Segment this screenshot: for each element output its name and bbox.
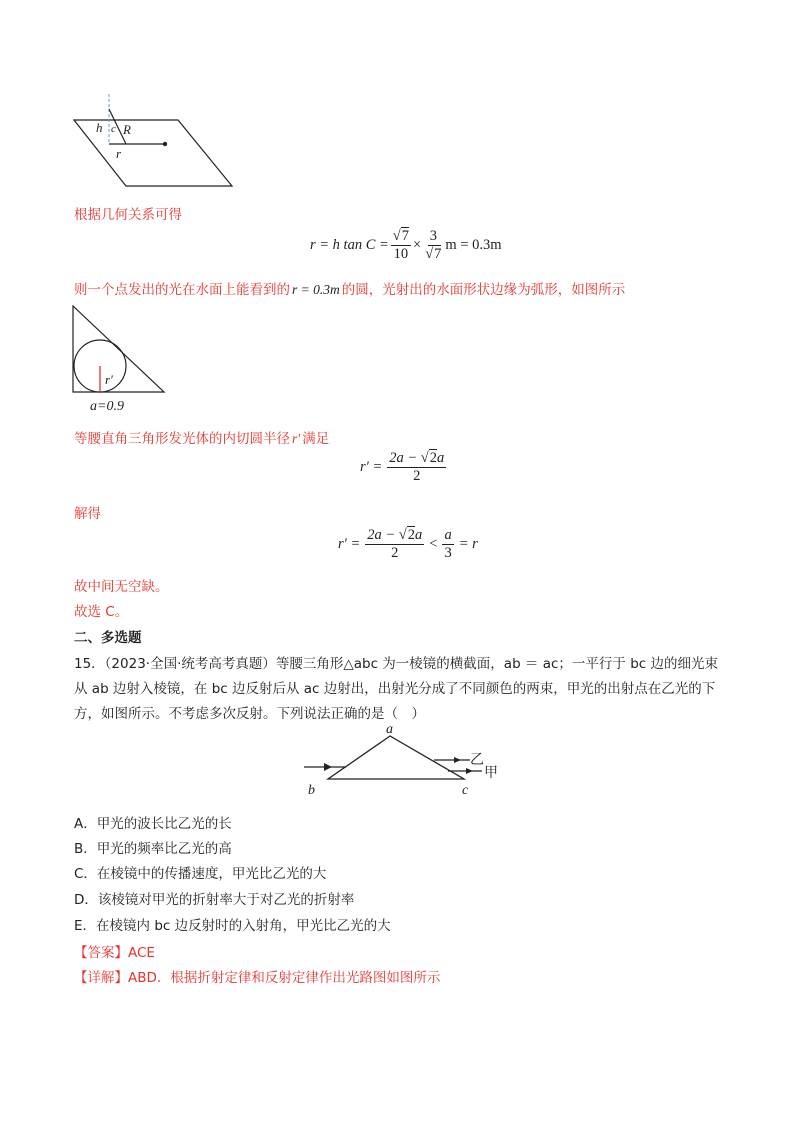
eq1-rhs: m = 0.3m (445, 237, 502, 253)
eq2-den: 2 (413, 468, 421, 484)
eq3-lhs: r′ = (338, 536, 361, 552)
label-yi: 乙 (470, 752, 484, 768)
label-b-vertex: b (308, 783, 315, 798)
eq2-num-rad: 2 (429, 450, 437, 466)
label-rprime: r′ (105, 372, 113, 387)
detail-line: 【详解】ABD．根据折射定律和反射定律作出光路图如图所示 (74, 970, 441, 986)
paragraph-no-gap: 故中间无空缺。 (74, 579, 169, 595)
label-a-vertex: a (386, 722, 393, 737)
triangle-shape (73, 306, 164, 392)
eq1-f1-den: 10 (393, 246, 409, 262)
p2-post: 的圆，光射出的水面形状边缘为弧形，如图所示 (341, 282, 626, 298)
eq2-lhs: r′ = (360, 459, 383, 475)
question-line-2: 从 ab 边射入棱镜，在 bc 边反射后从 ac 边射出，出射光分成了不同颜色的两束，甲光的出射点在乙光的下 (74, 681, 716, 697)
jia-arrowhead (466, 768, 473, 774)
eq3-f-num: a (444, 527, 452, 543)
p3-math: r′ (292, 431, 301, 446)
eq1-lhs: r = h tan C = (310, 237, 389, 253)
eq1-f1-num: 7 (401, 228, 410, 244)
paragraph-solve: 解得 (74, 506, 101, 522)
question-line-3: 方，如图所示。不考虑多次反射。下列说法正确的是（ ） (74, 706, 425, 722)
eq3-f-den: 3 (444, 545, 452, 561)
label-jia: 甲 (484, 765, 498, 781)
question-line-1: 15．（2023·全国·统考高考真题）等腰三角形△abc 为一棱镜的横截面，ab ＝ ac；一平行于 bc 边的细光束 (74, 656, 718, 672)
p3-pre: 等腰直角三角形发光体的内切圆半径 (74, 431, 290, 447)
paragraph-inradius (74, 427, 329, 447)
option-c: C．在棱镜中的传播速度，甲光比乙光的大 (74, 866, 327, 882)
eq2-num-b: a (437, 450, 445, 466)
section-heading: 二、多选题 (74, 630, 142, 646)
eq2-frac: $\frac{2a - √2a}{2}$ (389, 450, 445, 484)
label-c-vertex: c (462, 783, 469, 798)
option-d: D．该棱镜对甲光的折射率大于对乙光的折射率 (74, 892, 355, 908)
p2-math: r = 0.3m (292, 282, 340, 297)
label-h: h (96, 120, 103, 135)
eq1-f2-den: 7 (434, 246, 442, 262)
figure-incircle-triangle (70, 300, 170, 418)
equation-compare (338, 527, 478, 562)
option-b: B．甲光的频率比乙光的高 (74, 841, 232, 857)
eq3-num-rad: 2 (407, 527, 415, 543)
answer-line: 【答案】ACE (74, 945, 155, 961)
p3-post: 满足 (302, 431, 330, 447)
eq1-frac2: $\frac{3}{√7}$ (425, 228, 442, 262)
eq3-frac: $\frac{2a - √2a}{2}$ (367, 527, 423, 561)
label-R: R (123, 122, 131, 137)
eq3-rhs: = r (458, 536, 478, 552)
eq1-times: × (413, 237, 422, 253)
eq1-frac1: $\frac{√7}{10}$ (392, 228, 410, 262)
p2-pre: 则一个点发出的光在水面上能看到的 (74, 282, 290, 298)
equation-r (310, 228, 502, 263)
eq3-frac2 (442, 527, 453, 562)
eq1-f2-num: 3 (429, 228, 437, 244)
label-r: r (116, 146, 122, 161)
equation-inradius (360, 450, 448, 485)
label-c: c (111, 123, 116, 135)
eq3-lt: < (429, 536, 438, 552)
eq3-num-b: a (415, 527, 423, 543)
eq3-num-a: 2a − (367, 527, 396, 543)
figure-water-surface (66, 92, 241, 192)
paragraph-geometry: 根据几何关系可得 (74, 207, 182, 223)
label-a: a=0.9 (90, 399, 124, 414)
eq2-num-a: 2a − (389, 450, 418, 466)
incident-arrowhead (324, 763, 332, 771)
paragraph-circle (74, 278, 625, 298)
prism-triangle (328, 736, 464, 779)
center-dot (163, 142, 167, 146)
paragraph-choose: 故选 C。 (74, 604, 129, 620)
yi-arrowhead (454, 757, 461, 763)
figure-prism (298, 722, 538, 804)
eq3-den: 2 (391, 545, 399, 561)
option-e: E．在棱镜内 bc 边反射时的入射角，甲光比乙光的大 (74, 918, 391, 934)
option-a: A．甲光的波长比乙光的长 (74, 816, 232, 832)
